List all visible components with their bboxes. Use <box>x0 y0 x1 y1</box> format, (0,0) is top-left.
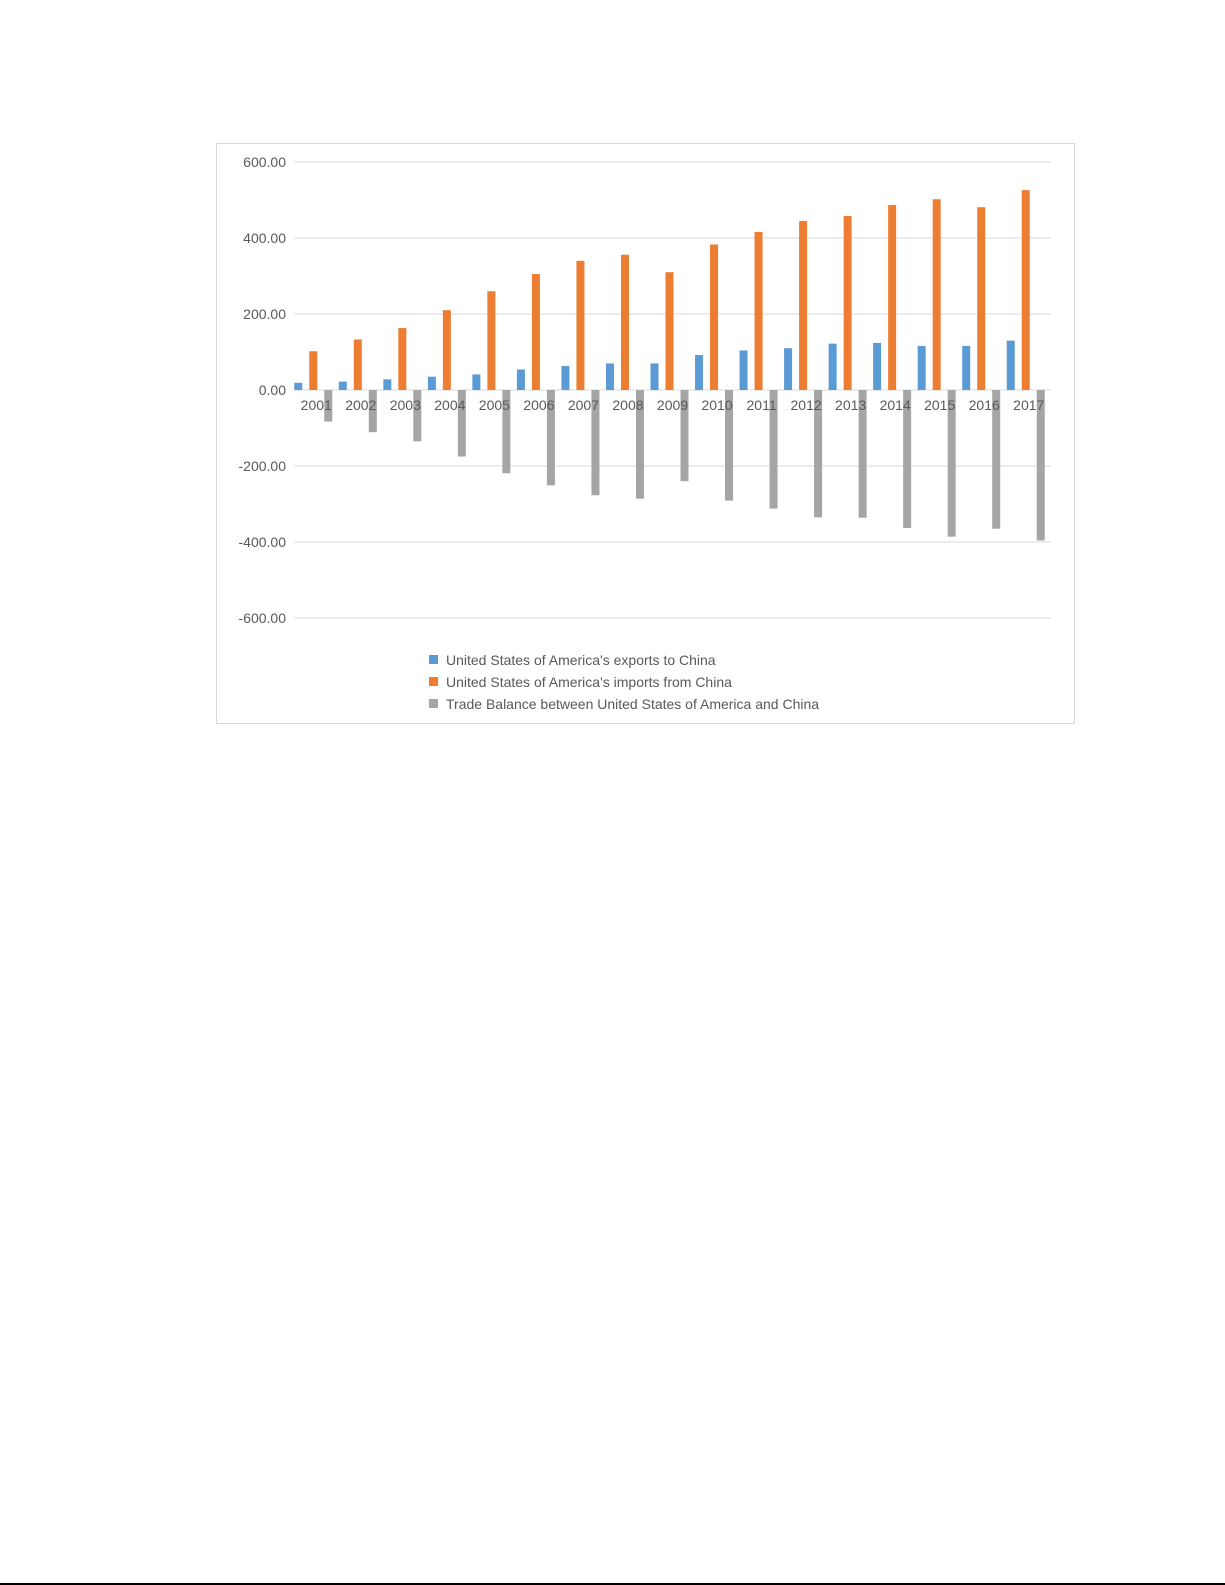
x-category-label: 2005 <box>478 397 510 413</box>
bar-imports-2017 <box>1022 190 1030 390</box>
legend-swatch-imports <box>429 677 438 686</box>
bar-imports-2013 <box>844 216 852 390</box>
y-tick-label: 200.00 <box>243 306 286 322</box>
bar-exports-2007 <box>561 366 569 390</box>
bar-imports-2005 <box>487 291 495 390</box>
x-category-label: 2011 <box>746 397 777 413</box>
bar-imports-2010 <box>710 244 718 390</box>
chart-area <box>216 143 1075 724</box>
x-category-label: 2012 <box>790 397 822 413</box>
bar-exports-2006 <box>517 369 525 390</box>
y-tick-label: -600.00 <box>238 610 286 626</box>
x-category-label: 2001 <box>300 397 332 413</box>
x-category-label: 2007 <box>567 397 600 413</box>
bar-imports-2012 <box>799 221 807 390</box>
bar-exports-2014 <box>873 343 881 390</box>
x-category-label: 2004 <box>434 397 466 413</box>
y-tick-label: 400.00 <box>243 230 286 246</box>
bar-exports-2016 <box>962 346 970 390</box>
bar-exports-2005 <box>472 374 480 390</box>
bar-imports-2011 <box>755 232 763 390</box>
x-category-label: 2003 <box>389 397 421 413</box>
x-category-label: 2014 <box>879 397 911 413</box>
bar-imports-2014 <box>888 205 896 390</box>
x-axis-category-labels <box>301 397 1045 413</box>
y-tick-label: 600.00 <box>243 154 286 170</box>
legend-swatch-exports <box>429 655 438 664</box>
bar-imports-2001 <box>309 351 317 390</box>
bar-exports-2003 <box>383 379 391 390</box>
x-category-label: 2013 <box>835 397 867 413</box>
x-category-label: 2006 <box>523 397 555 413</box>
x-category-label: 2009 <box>656 397 689 413</box>
legend-label-imports: United States of America's imports from China <box>446 674 732 690</box>
bar-exports-2011 <box>740 350 748 390</box>
legend-label-exports: United States of America's exports to China <box>446 652 716 668</box>
y-tick-label: 0.00 <box>258 382 286 398</box>
x-category-label: 2015 <box>924 397 956 413</box>
bar-imports-2002 <box>354 339 362 390</box>
x-category-label: 2016 <box>968 397 1000 413</box>
y-axis-tick-labels <box>239 154 287 626</box>
bar-imports-2008 <box>621 255 629 390</box>
bar-imports-2003 <box>398 328 406 390</box>
bar-exports-2002 <box>339 382 347 390</box>
legend-swatch-trade-balance <box>429 699 438 708</box>
x-category-label: 2010 <box>701 397 733 413</box>
x-category-label: 2008 <box>612 397 644 413</box>
chart-svg <box>217 144 1076 725</box>
bar-imports-2007 <box>576 261 584 390</box>
bar-imports-2009 <box>666 272 674 390</box>
x-category-label: 2017 <box>1013 397 1045 413</box>
bar-imports-2015 <box>933 199 941 390</box>
bar-exports-2015 <box>918 346 926 390</box>
bar-imports-2016 <box>977 207 985 390</box>
legend-label-trade-balance: Trade Balance between United States of America and China <box>446 696 820 712</box>
bar-exports-2013 <box>829 344 837 390</box>
bar-imports-2006 <box>532 274 540 390</box>
bar-exports-2012 <box>784 348 792 390</box>
bar-exports-2017 <box>1007 341 1015 390</box>
y-tick-label: -400.00 <box>238 534 286 550</box>
y-tick-label: -200.00 <box>238 458 286 474</box>
bar-exports-2009 <box>651 363 659 390</box>
bar-exports-2004 <box>428 377 436 390</box>
bar-exports-2008 <box>606 363 614 390</box>
bar-exports-2010 <box>695 355 703 390</box>
bar-imports-2004 <box>443 310 451 390</box>
x-category-label: 2002 <box>345 397 377 413</box>
bar-exports-2001 <box>294 383 302 390</box>
bars <box>294 190 1044 540</box>
legend <box>429 652 819 712</box>
